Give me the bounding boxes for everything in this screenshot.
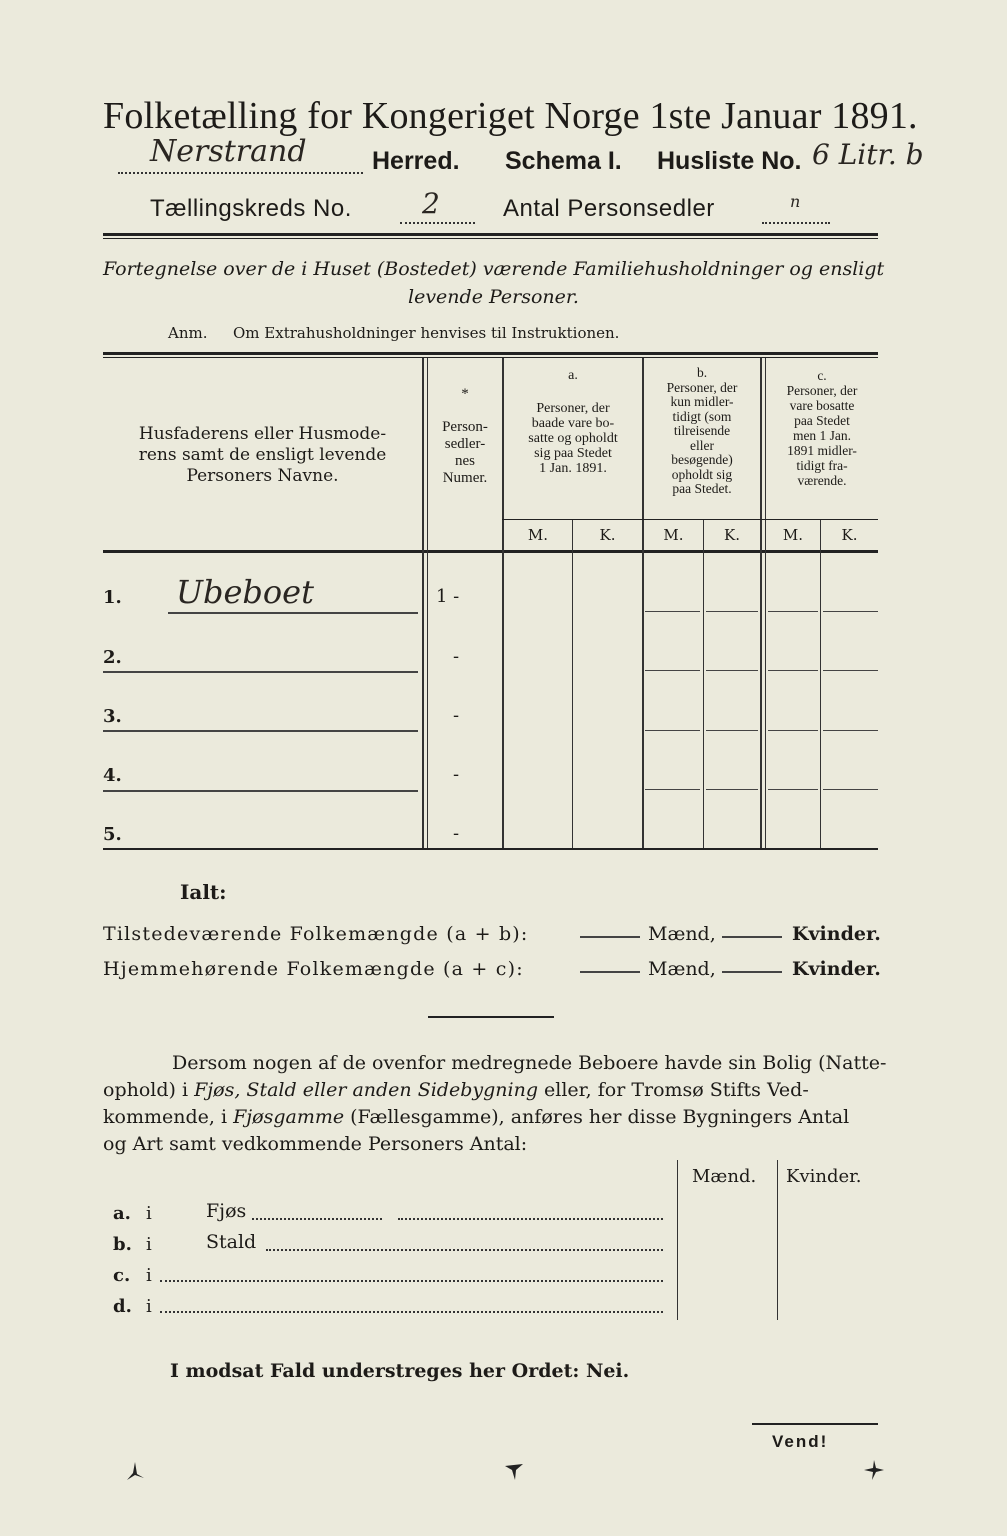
- row-name-line: [103, 730, 418, 732]
- antal-label: Antal Personsedler: [503, 195, 715, 222]
- building-letter: b.: [113, 1234, 132, 1255]
- row-number: 3.: [103, 706, 122, 727]
- nei-instruction: I modsat Fald understreges her Ordet: Nei.: [170, 1360, 630, 1382]
- buildings-col-divider-1: [677, 1160, 678, 1320]
- k-label-b: K.: [724, 526, 740, 544]
- row-name-line: [103, 790, 418, 792]
- row-personseddel-num: -: [453, 705, 460, 726]
- anm-label: Anm.: [168, 324, 208, 342]
- row-personseddel-num: -: [453, 764, 460, 785]
- row-number: 4.: [103, 765, 122, 786]
- m-label-b: M.: [663, 526, 684, 544]
- col-divider-a-mk: [572, 520, 573, 848]
- form-title: Folketælling for Kongeriget Norge 1ste Januar 1891.: [103, 95, 918, 137]
- hjemme-maend-line: [580, 971, 640, 973]
- schema-label: Schema I.: [505, 147, 622, 175]
- antal-dotline: [762, 220, 830, 224]
- building-dotline: [160, 1310, 663, 1313]
- registration-mark-icon: [503, 1460, 525, 1482]
- hjemme-label: Hjemmehørende Folkemængde (a + c):: [103, 958, 524, 980]
- buildings-kvinder-header: Kvinder.: [786, 1166, 862, 1187]
- title-rule: [103, 233, 878, 236]
- col-divider-4: [760, 358, 762, 848]
- building-dotline: [160, 1279, 663, 1282]
- k-label-a: K.: [599, 526, 616, 544]
- herred-dotline: [118, 170, 363, 174]
- building-label: Fjøs: [206, 1200, 247, 1222]
- tilstede-label: Tilstedeværende Folkemængde (a + b):: [103, 923, 529, 945]
- building-i: i: [146, 1296, 152, 1317]
- header-col-b: b. Personer, der kun midler- tidigt (som tilreisende eller besøgende) opholdt sig paa Stedet.: [666, 365, 738, 496]
- hjemme-kvinder: Kvinder.: [792, 958, 881, 980]
- cell-line: [823, 730, 878, 731]
- kreds-value: 2: [422, 187, 440, 220]
- row-number: 2.: [103, 647, 122, 668]
- vend-rule: [752, 1423, 878, 1425]
- col-divider-c-mk: [820, 520, 821, 848]
- building-dotline: [398, 1217, 663, 1220]
- registration-mark-icon: [862, 1458, 886, 1482]
- cell-line: [768, 670, 818, 671]
- header-col-a: a. Personer, der baade vare bo- satte og opholdt sig paa Stedet 1 Jan. 1891.: [528, 368, 618, 476]
- building-label: Stald: [206, 1231, 257, 1253]
- cell-line: [706, 730, 758, 731]
- para-line3: kommende, i Fjøsgamme (Fællesgamme), anføres her disse Bygningers Antal: [103, 1106, 850, 1128]
- row-personseddel-num: -: [453, 646, 460, 667]
- header-col-c: c. Personer, der vare bosatte paa Stedet men 1 Jan. 1891 midler- tidigt fra- værende.: [786, 368, 858, 488]
- row-number: 5.: [103, 824, 122, 845]
- kreds-label: Tællingskreds No.: [150, 195, 352, 222]
- col-divider-1: [422, 358, 424, 848]
- mk-top-rule: [502, 519, 878, 520]
- vend-label: Vend!: [772, 1432, 829, 1451]
- cell-line: [823, 611, 878, 612]
- anm-text: Om Extrahusholdninger henvises til Instruktionen.: [233, 324, 620, 342]
- col-divider-b-mk: [703, 520, 704, 848]
- table-bottom-rule: [103, 848, 878, 850]
- antal-value: n: [790, 192, 801, 211]
- para-line4: og Art samt vedkommende Personers Antal:: [103, 1133, 528, 1155]
- m-label-a: M.: [527, 526, 549, 544]
- title-rule-thin: [103, 238, 878, 239]
- herred-value: Nerstrand: [150, 134, 307, 169]
- kreds-dotline: [400, 220, 475, 224]
- building-letter: a.: [113, 1203, 131, 1224]
- row-personseddel-num: 1 -: [436, 586, 460, 607]
- cell-line: [706, 789, 758, 790]
- building-letter: d.: [113, 1296, 132, 1317]
- header-names: Husfaderens eller Husmode- rens samt de ensligt levende Personers Navne.: [138, 424, 387, 486]
- hjemme-kvinder-line: [722, 971, 782, 973]
- row-name-line: [168, 612, 418, 614]
- building-letter: c.: [113, 1265, 131, 1286]
- row-name-line: [103, 671, 418, 673]
- herred-label: Herred.: [372, 147, 460, 175]
- table-top-rule: [103, 352, 878, 355]
- husliste-label: Husliste No.: [657, 147, 802, 175]
- cell-line: [768, 730, 818, 731]
- section-divider: [428, 1016, 554, 1018]
- k-label-c: K.: [841, 526, 858, 544]
- registration-mark-icon: [124, 1460, 146, 1482]
- row-number: 1.: [103, 587, 122, 608]
- row-name: Ubeboet: [176, 573, 314, 611]
- para-line2: ophold) i Fjøs, Stald eller anden Sidebygning eller, for Tromsø Stifts Ved-: [103, 1079, 809, 1101]
- cell-line: [706, 670, 758, 671]
- tilstede-kvinder: Kvinder.: [792, 923, 881, 945]
- col-divider-1b: [427, 358, 428, 848]
- hjemme-maend: Mænd,: [648, 958, 716, 980]
- buildings-col-divider-2: [777, 1160, 778, 1320]
- table-top-rule-thin: [103, 357, 878, 358]
- para-line1: Dersom nogen af de ovenfor medregnede Beboere havde sin Bolig (Natte-: [172, 1052, 887, 1074]
- intro-line1: Fortegnelse over de i Huset (Bostedet) værende Familiehusholdninger og ensligt: [103, 258, 885, 280]
- cell-line: [823, 670, 878, 671]
- cell-line: [645, 670, 700, 671]
- cell-line: [768, 611, 818, 612]
- tilstede-kvinder-line: [722, 936, 782, 938]
- husliste-value: 6 Litr. b: [812, 138, 924, 171]
- cell-line: [768, 789, 818, 790]
- table-header-rule: [103, 550, 878, 553]
- cell-line: [645, 611, 700, 612]
- buildings-maend-header: Mænd.: [692, 1166, 757, 1187]
- cell-line: [645, 789, 700, 790]
- building-i: i: [146, 1234, 152, 1255]
- header-number: * Person- sedler- nes Numer.: [442, 386, 488, 486]
- building-dotline: [266, 1248, 663, 1251]
- building-i: i: [146, 1203, 152, 1224]
- building-dotline: [252, 1217, 382, 1220]
- cell-line: [706, 611, 758, 612]
- intro-line2: levende Personer.: [408, 286, 579, 308]
- cell-line: [645, 730, 700, 731]
- ialt-label: Ialt:: [180, 880, 227, 904]
- m-label-c: M.: [782, 526, 804, 544]
- row-personseddel-num: -: [453, 823, 460, 844]
- tilstede-maend-line: [580, 936, 640, 938]
- cell-line: [823, 789, 878, 790]
- building-i: i: [146, 1265, 152, 1286]
- tilstede-maend: Mænd,: [648, 923, 716, 945]
